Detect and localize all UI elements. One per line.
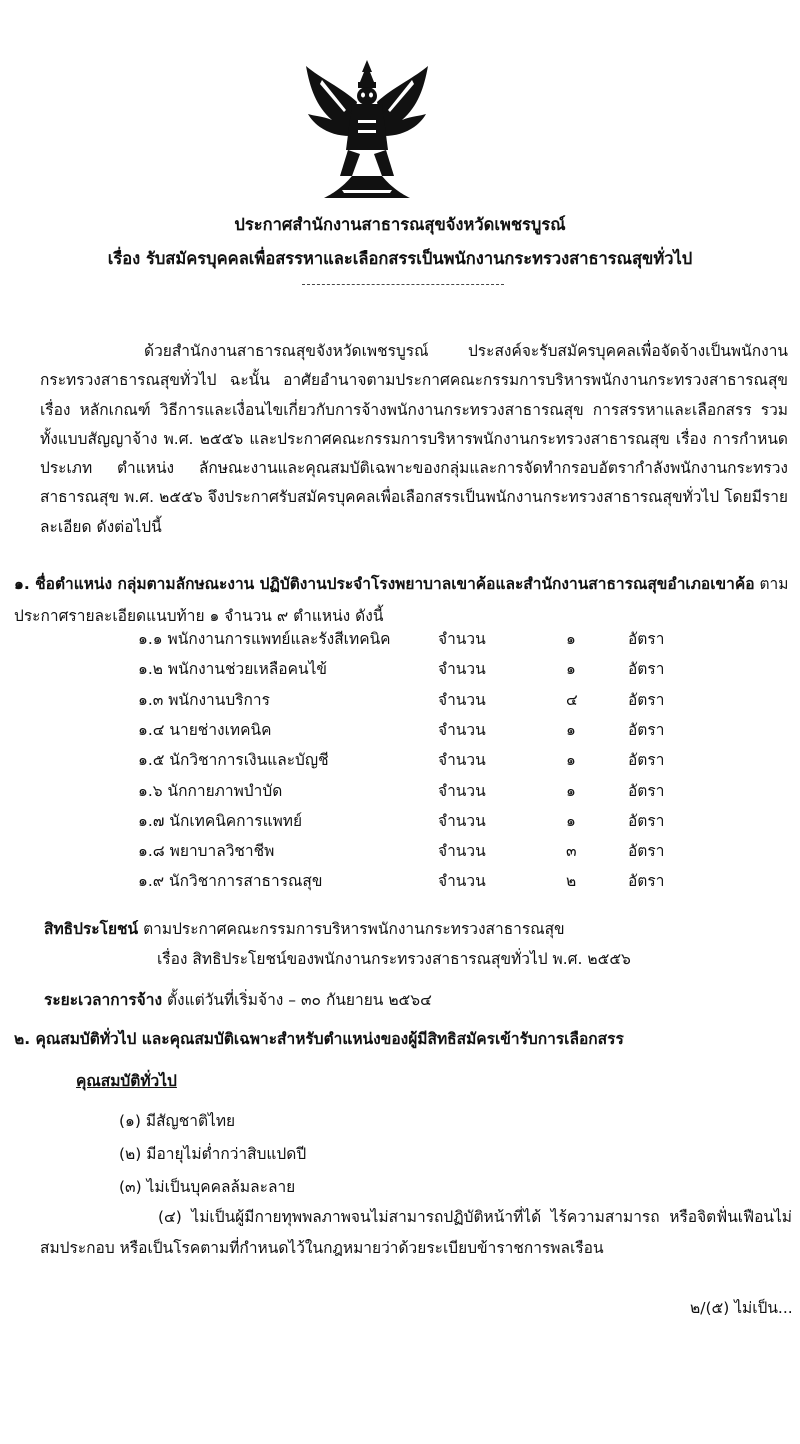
benefit-label: สิทธิประโยชน์ [44,920,139,938]
position-unit: อัตรา [628,781,665,800]
position-row [138,687,698,717]
qualification-item-3: (๓) ไม่เป็นบุคคลล้มละลาย [119,1178,296,1196]
garuda-emblem-icon [302,58,432,204]
position-name: ๑.๙ นักวิชาการสาธารณสุข [138,872,323,891]
position-count: ๒ [566,872,577,891]
position-count: ๑ [566,630,576,648]
position-count-label: จำนวน [438,630,486,648]
position-row [138,656,698,686]
position-count-label: จำนวน [438,872,486,891]
title-separator [302,284,504,285]
benefit-text: ตามประกาศคณะกรรมการบริหารพนักงานกระทรวงสาธารณสุข [138,920,565,938]
position-count-label: จำนวน [438,660,486,679]
position-row [138,868,698,898]
section2-subheading: คุณสมบัติทั่วไป [76,1072,177,1090]
position-row [138,626,698,656]
position-unit: อัตรา [628,660,665,679]
position-name: ๑.๓ พนักงานบริการ [138,690,270,709]
position-row [138,808,698,838]
position-count: ๑ [566,811,576,830]
period-line [44,987,432,1012]
position-count-label: จำนวน [438,781,486,800]
qualification-item-1: (๑) มีสัญชาติไทย [119,1112,236,1130]
position-count: ๑ [566,720,576,739]
position-unit: อัตรา [628,842,665,861]
position-unit: อัตรา [628,872,665,891]
position-name: ๑.๔ นายช่างเทคนิค [138,720,272,739]
position-unit: อัตรา [628,751,665,770]
period-text: ตั้งแต่วันที่เริ่มจ้าง – ๓๐ กันยายน ๒๕๖๔ [162,991,432,1009]
qualification-item-4-text: (๔) ไม่เป็นผู้มีกายทุพพลภาพจนไม่สามารถปฏิบัติหน้าที่ได้ ไร้ความสามารถ หรือจิตฟั่นเฟือนไม่สมประกอบ หรือเป็นโรคตามที่กำหนดไว้ในกฎหมายว่าด้วยระเบียบข้าราชการพลเรือน [40,1208,792,1257]
position-count-label: จำนวน [438,811,486,830]
section2-heading: ๒. คุณสมบัติทั่วไป และคุณสมบัติเฉพาะสำหรับตำแหน่งของผู้มีสิทธิสมัครเข้ารับการเลือกสรร [14,1030,624,1048]
position-count-label: จำนวน [438,751,486,770]
position-name: ๑.๒ พนักงานช่วยเหลือคนไข้ [138,660,327,679]
qualification-item-2: (๒) มีอายุไม่ต่ำกว่าสิบแปดปี [119,1145,307,1163]
position-name: ๑.๗ นักเทคนิคการแพทย์ [138,811,303,830]
position-name: ๑.๑ พนักงานการแพทย์และรังสีเทคนิค [138,630,391,648]
position-count: ๑ [566,660,576,679]
period-label: ระยะเวลาการจ้าง [44,991,163,1009]
position-count-label: จำนวน [438,842,486,861]
position-name: ๑.๖ นักกายภาพบำบัด [138,781,283,800]
position-row [138,717,698,747]
position-count-label: จำนวน [438,720,486,739]
position-unit: อัตรา [628,630,665,648]
benefit-line2: เรื่อง สิทธิประโยชน์ของพนักงานกระทรวงสาธารณสุขทั่วไป พ.ศ. ๒๕๕๖ [157,950,631,968]
position-unit: อัตรา [628,811,665,830]
position-row [138,747,698,777]
position-row [138,778,698,808]
position-name: ๑.๕ นักวิชาการเงินและบัญชี [138,751,329,770]
position-count: ๓ [566,842,577,861]
position-count: ๔ [566,690,578,709]
position-count-label: จำนวน [438,690,486,709]
position-count: ๑ [566,751,576,770]
announcement-subject: เรื่อง รับสมัครบุคคลเพื่อสรรหาและเลือกสรรเป็นพนักงานกระทรวงสาธารณสุขทั่วไป [107,249,693,268]
section1-heading-bold: ๑. ชื่อตำแหน่ง กลุ่มตามลักษณะงาน ปฏิบัติงานประจำโรงพยาบาลเขาค้อและสำนักงานสาธารณสุขอำเภอเขาค้อ [14,575,755,593]
position-unit: อัตรา [628,720,665,739]
position-count: ๑ [566,781,576,800]
section1-heading [14,568,790,632]
intro-paragraph [40,337,788,542]
qualification-item-4 [40,1202,792,1264]
intro-text: ด้วยสำนักงานสาธารณสุขจังหวัดเพชรบูรณ์ ประสงค์จะรับสมัครบุคคลเพื่อจัดจ้างเป็นพนักงานกระทรวงสาธารณสุขทั่วไป ฉะนั้น อาศัยอำนาจตามประกาศคณะกรรมการบริหารพนักงานกระทรวงสาธารณสุข เรื่อง หลักเกณฑ์ วิธีการและเงื่อนไขเกี่ยวกับการจ้างพนักงานกระทรวงสาธารณสุข การสรรหาและเลือกสรร รวมทั้งแบบสัญญาจ้าง พ.ศ. ๒๕๕๖ และประกาศคณะกรรมการบริหารพนักงานกระทรวงสาธารณสุข เรื่อง การกำหนดประเภท ตำแหน่ง ลักษณะงานและคุณสมบัติเฉพาะของกลุ่มและการจัดทำกรอบอัตรากำลังพนักงานกระทรวงสาธารณสุข พ.ศ. ๒๕๕๖ จึงประกาศรับสมัครบุคคลเพื่อเลือกสรรเป็นพนักงานกระทรวงสาธารณสุขทั่วไป โดยมีรายละเอียด ดังต่อไปนี้ [40,342,788,536]
position-unit: อัตรา [628,690,665,709]
section1-heading-rest: ตามประกาศรายละเอียดแนบท้าย ๑ จำนวน ๙ ตำแหน่ง ดังนี้ [14,575,789,625]
announcement-title: ประกาศสำนักงานสาธารณสุขจังหวัดเพชรบูรณ์ [234,215,566,234]
position-name: ๑.๘ พยาบาลวิชาชีพ [138,842,275,861]
page-continuation: ๒/(๕) ไม่เป็น... [690,1299,793,1317]
benefit-line [44,916,565,941]
position-row [138,838,698,868]
